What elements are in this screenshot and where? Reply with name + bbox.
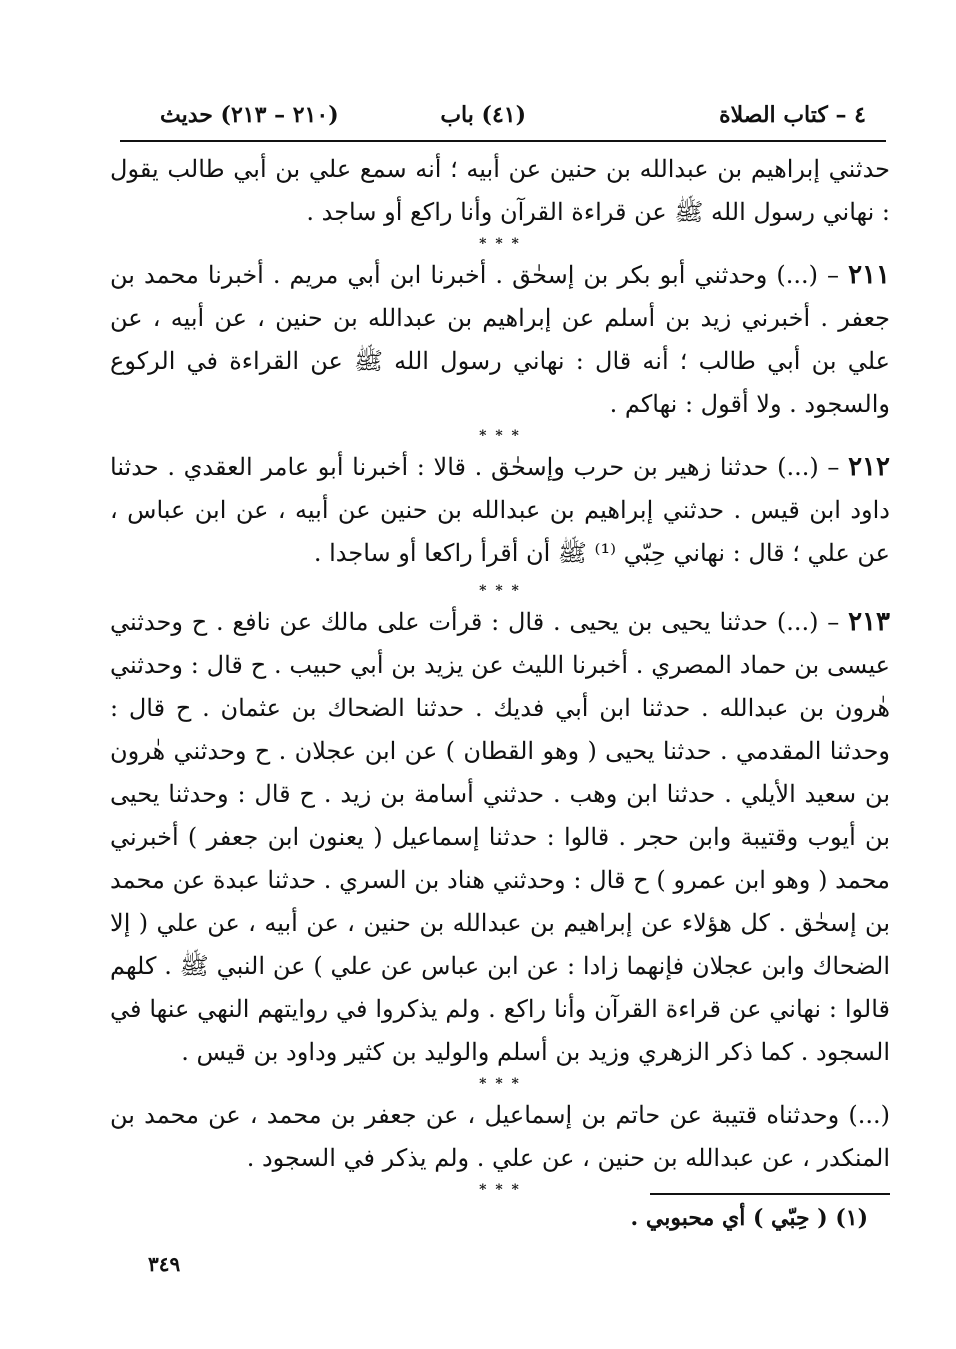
main-text: [110, 148, 890, 1200]
hadith-text: حدثني إبراهيم بن عبدالله بن حنين عن أبيه ؛ أنه سمع علي بن أبي طالب يقول : نهاني رسول الله ﷺ عن قراءة القرآن وأنا راكع أو ساجد .: [110, 155, 890, 226]
hadith-number: ٢١٣: [848, 607, 890, 637]
hadith-211: [110, 254, 890, 426]
hadith-text: – (...) وحدثني أبو بكر بن إسحٰق . أخبرنا ابن أبي مريم . أخبرنا محمد بن جعفر . أخبرني زيد بن أسلم عن إبراهيم بن عبدالله بن حنين ، عن أبيه ، عن علي بن أبي طالب ؛ أنه قال : نهاني رسول الله ﷺ عن القراءة في الركوع والسجود . ولا أقول : نهاكم .: [110, 261, 890, 418]
hadith-number: ٢١٢: [848, 452, 890, 482]
hadith-213: [110, 601, 890, 1074]
hadith-text: (...) وحدثناه قتيبة عن حاتم بن إسماعيل ، عن جعفر بن محمد ، عن محمد بن المنكدر ، عن عبدالله بن حنين ، عن علي . ولم يذكر في السجود .: [110, 1101, 890, 1172]
hadith-text: – (...) حدثنا يحيى بن يحيى . قال : قرأت على مالك عن نافع . ح وحدثني عيسى بن حماد المصري . أخبرنا الليث عن يزيد بن أبي حبيب . ح قال : وحدثني هٰرون بن عبدالله . حدثنا ابن أبي فديك . حدثنا الضحاك بن عثمان . ح قال : وحدثنا المقدمي . حدثنا يحيى ( وهو القطان ) عن ابن عجلان . ح وحدثني هٰرون بن سعيد الأيلي . حدثنا ابن وهب . حدثني أسامة بن زيد . ح قال : وحدثنا يحيى بن أيوب وقتيبة وابن حجر . قالوا : حدثنا إسماعيل ( يعنون ابن جعفر ) أخبرني محمد ( وهو ابن عمرو ) ح قال : وحدثني هناد بن السري . حدثنا عبدة عن محمد بن إسحٰق . كل هؤلاء عن إبراهيم بن عبدالله بن حنين ، عن أبيه ، عن علي ( إلا الضحاك وابن عجلان فإنهما زادا : عن ابن عباس عن علي ) عن النبي ﷺ . كلهم قالوا : نهاني عن قراءة القرآن وأنا راكع . ولم يذكروا في روايتهم النهي عنها في السجود . كما ذكر الزهري وزيد بن أسلم والوليد بن كثير وداود بن قيس .: [110, 608, 890, 1066]
hadith-210-continuation: [110, 148, 890, 234]
running-header: [120, 98, 886, 134]
header-chapter: (٤١) باب: [440, 102, 526, 128]
header-book-title: ٤ – كتاب الصلاة: [719, 102, 866, 128]
section-separator: * * *: [479, 583, 521, 599]
header-hadith-range: (٢١٠ – ٢١٣) حديث: [160, 102, 339, 128]
footnote: (١) ( حِبّي ) أي محبوبي .: [630, 1205, 868, 1231]
page-number: ٣٤٩: [148, 1252, 181, 1276]
hadith-213-variant: [110, 1094, 890, 1180]
hadith-text: – (...) حدثنا زهير بن حرب وإسحٰق . قالا : أخبرنا أبو عامر العقدي . حدثنا داود ابن قيس . حدثني إبراهيم بن عبدالله بن حنين عن أبيه ، عن ابن عباس ، عن علي ؛ قال : نهاني حِبّي ⁽¹⁾ ﷺ أن أقرأ راكعا أو ساجدا .: [110, 453, 890, 567]
hadith-number: ٢١١: [848, 260, 890, 290]
section-separator: * * *: [479, 1076, 521, 1092]
section-separator: * * *: [479, 428, 521, 444]
section-separator: * * *: [479, 1182, 521, 1198]
header-divider: [120, 140, 886, 142]
footnote-divider: [650, 1193, 890, 1195]
section-separator: * * *: [479, 236, 521, 252]
hadith-212: [110, 446, 890, 575]
